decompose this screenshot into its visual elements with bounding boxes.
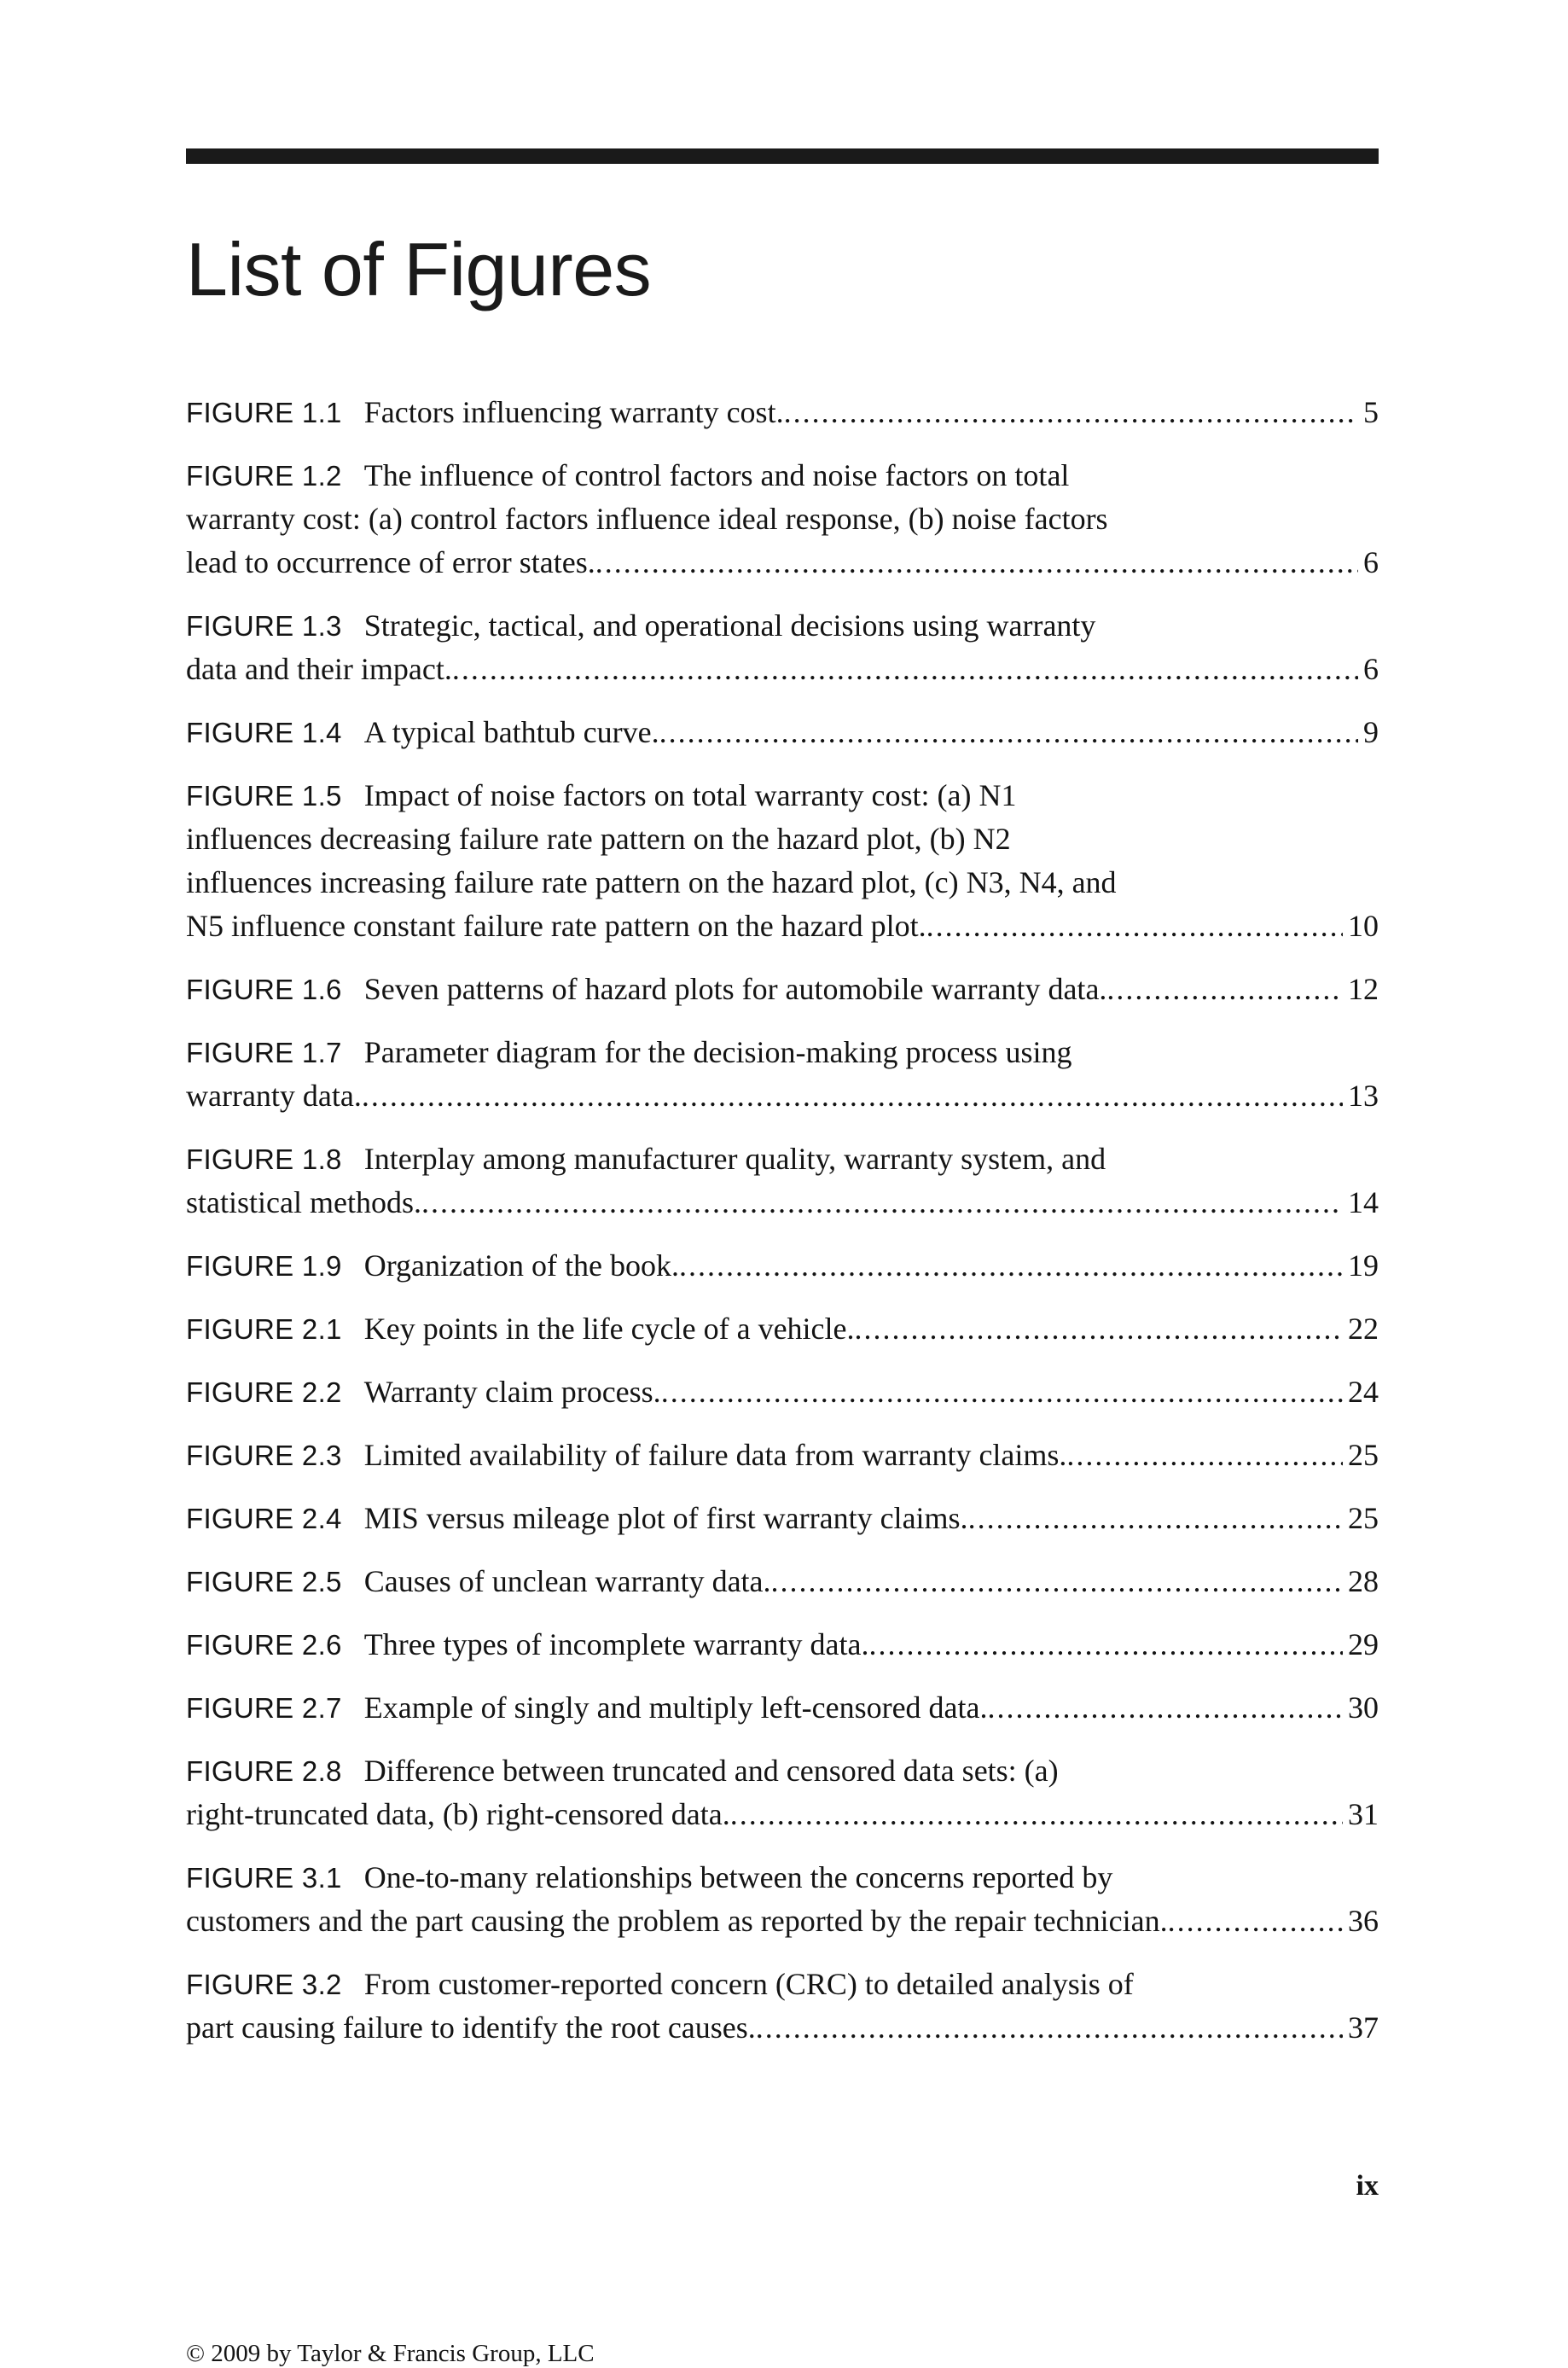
figure-caption-text: Strategic, tactical, and operational decisions using warranty: [363, 608, 1096, 643]
figure-entry-line: [186, 454, 1379, 497]
figure-entry-line: [186, 1793, 1379, 1836]
dot-leader: [988, 1686, 1343, 1730]
figure-label: FIGURE 1.8: [186, 1143, 342, 1175]
dot-leader: [1066, 1434, 1343, 1477]
figure-label: FIGURE 3.2: [186, 1969, 342, 2000]
figure-entry-line: [186, 1497, 1379, 1540]
figure-caption-text: MIS versus mileage plot of first warranty claims.: [363, 1501, 968, 1535]
figure-caption-text: Parameter diagram for the decision-making process using: [363, 1035, 1072, 1069]
figure-page-number: 22: [1348, 1312, 1379, 1346]
dot-leader: [595, 541, 1358, 585]
figure-caption-text: A typical bathtub curve.: [363, 715, 659, 749]
figure-page-number: 14: [1348, 1185, 1379, 1219]
figure-entry: [186, 1370, 1379, 1414]
figure-caption-text: Key points in the life cycle of a vehicle.: [363, 1312, 855, 1346]
figure-caption-text: From customer-reported concern (CRC) to detailed analysis of: [363, 1967, 1134, 2001]
figure-label: FIGURE 2.7: [186, 1692, 342, 1724]
figure-caption-text: The influence of control factors and noise factors on total: [363, 458, 1070, 492]
dot-leader: [659, 711, 1358, 754]
figure-entry-line: [186, 1031, 1379, 1074]
figure-page-number: 25: [1348, 1438, 1379, 1472]
dot-leader: [362, 1074, 1343, 1118]
figure-page-number: 36: [1348, 1904, 1379, 1938]
figure-label: FIGURE 1.7: [186, 1037, 342, 1068]
figure-caption-text: Factors influencing warranty cost.: [363, 395, 784, 429]
figure-entry-line: [186, 1560, 1379, 1603]
figure-entry: [186, 1434, 1379, 1477]
dot-leader: [679, 1244, 1343, 1288]
dot-leader: [926, 905, 1343, 948]
page-number: ix: [1356, 2170, 1379, 2202]
figure-label: FIGURE 1.1: [186, 397, 342, 428]
dot-leader: [661, 1370, 1343, 1414]
figure-label: FIGURE 2.1: [186, 1313, 342, 1345]
figure-page-number: 31: [1348, 1797, 1379, 1831]
figure-page-number: 29: [1348, 1627, 1379, 1661]
dot-leader: [771, 1560, 1343, 1603]
figure-entry-line: [186, 905, 1379, 948]
figure-label: FIGURE 2.2: [186, 1376, 342, 1408]
figure-label: FIGURE 1.6: [186, 974, 342, 1005]
dot-leader: [1168, 1900, 1343, 1943]
figure-label: FIGURE 2.6: [186, 1629, 342, 1661]
figure-label: FIGURE 2.4: [186, 1503, 342, 1534]
figure-entry-line: [186, 968, 1379, 1011]
figure-caption-text: Organization of the book.: [363, 1248, 679, 1283]
figure-entry-line: [186, 604, 1379, 648]
figure-caption-text: Causes of unclean warranty data.: [363, 1564, 771, 1598]
figure-entry-line: [186, 1137, 1379, 1181]
figure-caption-text: Limited availability of failure data from warranty claims.: [363, 1438, 1067, 1472]
figure-caption-text: data and their impact.: [186, 652, 452, 686]
figure-caption-text: influences increasing failure rate pattern on the hazard plot, (c) N3, N4, and: [186, 865, 1117, 899]
figure-label: FIGURE 1.4: [186, 717, 342, 748]
figure-caption-text: N5 influence constant failure rate pattern on the hazard plot.: [186, 909, 926, 943]
figure-entry-line: [186, 1900, 1379, 1943]
dot-leader: [756, 2006, 1343, 2050]
figure-page-number: 6: [1363, 545, 1379, 579]
figure-caption-text: part causing failure to identify the root causes.: [186, 2010, 756, 2045]
figure-page-number: 19: [1348, 1248, 1379, 1283]
figure-label: FIGURE 1.5: [186, 780, 342, 812]
dot-leader: [730, 1793, 1343, 1836]
figure-entry-line: [186, 541, 1379, 585]
dot-leader: [855, 1307, 1343, 1351]
figure-entry: [186, 1963, 1379, 2050]
figure-caption-text: Warranty claim process.: [363, 1375, 661, 1409]
dot-leader: [1106, 968, 1343, 1011]
figure-page-number: 13: [1348, 1079, 1379, 1113]
figure-label: FIGURE 2.5: [186, 1566, 342, 1597]
figure-entry: [186, 1749, 1379, 1836]
dot-leader: [452, 648, 1358, 691]
figure-label: FIGURE 3.1: [186, 1862, 342, 1894]
figure-label: FIGURE 2.8: [186, 1755, 342, 1787]
figure-caption-text: Three types of incomplete warranty data.: [363, 1627, 869, 1661]
dot-leader: [868, 1623, 1343, 1667]
figure-entry-line: [186, 1749, 1379, 1793]
page-title: List of Figures: [186, 227, 652, 311]
figure-page-number: 6: [1363, 652, 1379, 686]
figure-label: FIGURE 1.9: [186, 1250, 342, 1282]
figure-entry: [186, 1137, 1379, 1225]
figure-entry-line: [186, 1856, 1379, 1900]
figure-entry-line: [186, 774, 1379, 817]
figure-entry-line: [186, 648, 1379, 691]
figure-caption-text: Example of singly and multiply left-censored data.: [363, 1690, 988, 1725]
figure-entry: [186, 1560, 1379, 1603]
figure-entry: [186, 454, 1379, 585]
figure-list: [186, 391, 1379, 2069]
figure-entry-line: [186, 1074, 1379, 1118]
figure-caption-text: Difference between truncated and censored data sets: (a): [363, 1754, 1059, 1788]
figure-entry: [186, 1031, 1379, 1118]
figure-caption-text: right-truncated data, (b) right-censored data.: [186, 1797, 730, 1831]
figure-caption-text: Seven patterns of hazard plots for automobile warranty data.: [363, 972, 1107, 1006]
dot-leader: [968, 1497, 1343, 1540]
figure-caption-text: Interplay among manufacturer quality, warranty system, and: [363, 1142, 1106, 1176]
figure-label: FIGURE 1.3: [186, 610, 342, 642]
figure-entry-line: [186, 1370, 1379, 1414]
figure-entry-line: [186, 1244, 1379, 1288]
figure-caption-text: warranty data.: [186, 1079, 362, 1113]
figure-caption-text: warranty cost: (a) control factors influence ideal response, (b) noise factors: [186, 502, 1108, 536]
figure-page-number: 5: [1363, 395, 1379, 429]
figure-caption-text: statistical methods.: [186, 1185, 421, 1219]
figure-page-number: 30: [1348, 1690, 1379, 1725]
figure-entry-line: [186, 861, 1379, 905]
figure-caption-text: lead to occurrence of error states.: [186, 545, 595, 579]
figure-entry: [186, 968, 1379, 1011]
figure-entry: [186, 1686, 1379, 1730]
figure-entry: [186, 1623, 1379, 1667]
figure-entry-line: [186, 1181, 1379, 1225]
figure-page-number: 10: [1348, 909, 1379, 943]
figure-entry-line: [186, 1307, 1379, 1351]
figure-entry: [186, 1497, 1379, 1540]
figure-page-number: 9: [1363, 715, 1379, 749]
figure-entry-line: [186, 1963, 1379, 2006]
figure-page-number: 24: [1348, 1375, 1379, 1409]
figure-page-number: 28: [1348, 1564, 1379, 1598]
dot-leader: [784, 391, 1358, 434]
figure-entry-line: [186, 1623, 1379, 1667]
title-rule: [186, 148, 1379, 164]
figure-caption-text: customers and the part causing the problem as reported by the repair technician.: [186, 1904, 1168, 1938]
figure-entry-line: [186, 391, 1379, 434]
figure-entry-line: [186, 1434, 1379, 1477]
figure-caption-text: influences decreasing failure rate pattern on the hazard plot, (b) N2: [186, 822, 1011, 856]
figure-page-number: 12: [1348, 972, 1379, 1006]
figure-entry-line: [186, 711, 1379, 754]
figure-entry: [186, 1307, 1379, 1351]
figure-page-number: 25: [1348, 1501, 1379, 1535]
figure-entry: [186, 604, 1379, 691]
figure-entry: [186, 774, 1379, 948]
figure-entry-line: [186, 817, 1379, 861]
figure-entry-line: [186, 1686, 1379, 1730]
figure-entry: [186, 391, 1379, 434]
figure-label: FIGURE 1.2: [186, 460, 342, 492]
figure-entry: [186, 1856, 1379, 1943]
figure-entry-line: [186, 2006, 1379, 2050]
figure-label: FIGURE 2.3: [186, 1440, 342, 1471]
copyright-notice: © 2009 by Taylor & Francis Group, LLC: [186, 2340, 595, 2367]
figure-entry-line: [186, 497, 1379, 541]
figure-caption-text: One-to-many relationships between the concerns reported by: [363, 1860, 1113, 1894]
figure-caption-text: Impact of noise factors on total warranty cost: (a) N1: [363, 778, 1017, 812]
figure-page-number: 37: [1348, 2010, 1379, 2045]
figure-entry: [186, 711, 1379, 754]
dot-leader: [421, 1181, 1343, 1225]
figure-entry: [186, 1244, 1379, 1288]
